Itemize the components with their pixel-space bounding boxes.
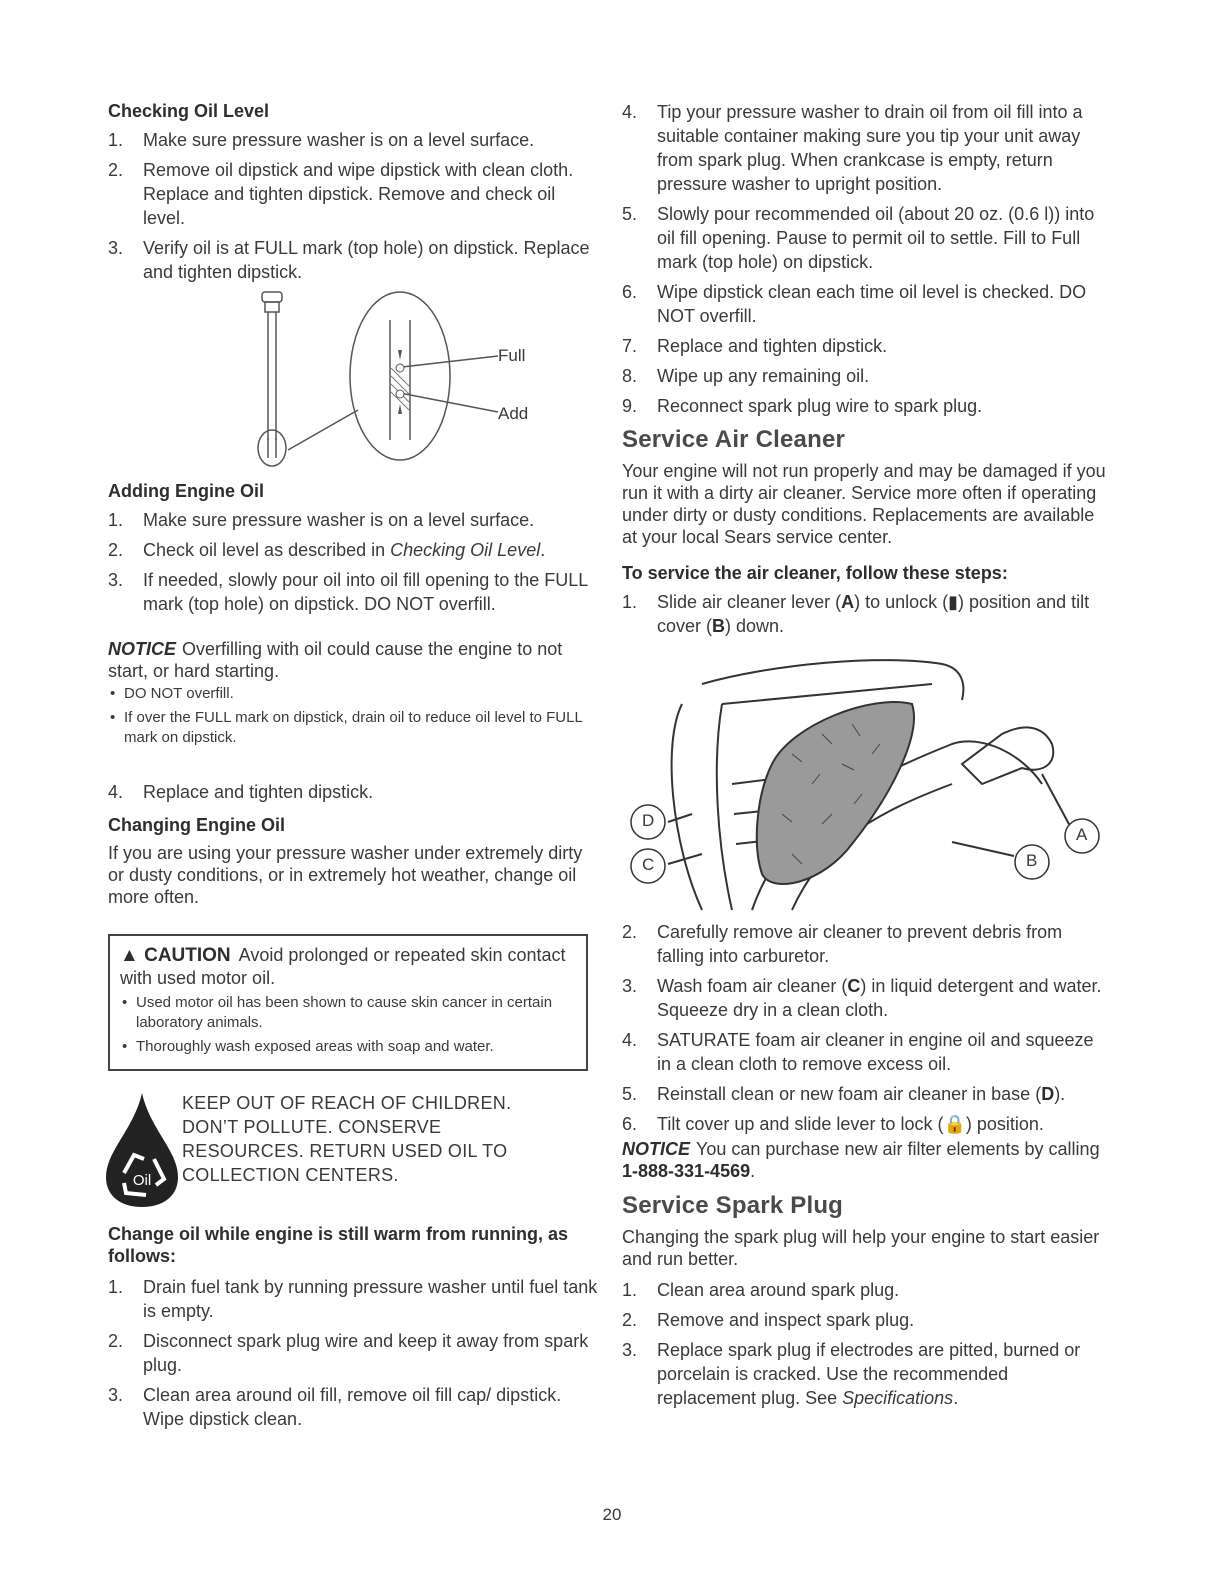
- list-item: 2. Disconnect spark plug wire and keep it away from spark plug.: [108, 1331, 589, 1375]
- changing-oil-heading: Changing Engine Oil: [108, 815, 285, 835]
- checking-oil-steps: [108, 128, 598, 284]
- callout-d: D: [642, 811, 655, 830]
- spark-plug-intro: Changing the spark plug will help your engine to start easier and run better.: [622, 1227, 1100, 1269]
- list-item: 2. Check oil level as described in Checking Oil Level.: [108, 540, 546, 560]
- list-item: • DO NOT overfill.: [108, 684, 598, 704]
- notice-bullets: [108, 684, 598, 748]
- list-item: 1. Clean area around spark plug.: [622, 1280, 900, 1300]
- list-item: 4. Tip your pressure washer to drain oil from oil fill into a suitable container making sure you tip your unit away from spark plug. When crankcase is empty, return pressure washer to upright position.: [622, 102, 1083, 194]
- list-item: 3. If needed, slowly pour oil into oil fill opening to the FULL mark (top hole) on dipstick. DO NOT overfill.: [108, 570, 588, 614]
- list-item: 3. Clean area around oil fill, remove oil fill cap/ dipstick. Wipe dipstick clean.: [108, 1385, 562, 1429]
- changing-oil-text: If you are using your pressure washer under extremely dirty or dusty conditions, or in extremely hot weather, change oil more often.: [108, 843, 583, 907]
- oil-recycle-icon: [102, 1089, 182, 1209]
- callout-c: C: [642, 855, 655, 874]
- air-cleaner-intro: Your engine will not run properly and may be damaged if you run it with a dirty air cleaner. Service more often if operating under dirty or dusty conditions. Replacements are available at your local Sears service center.: [622, 461, 1106, 547]
- dipstick-illustration: [108, 290, 598, 470]
- service-air-cleaner-heading: Service Air Cleaner: [622, 426, 846, 453]
- list-item: 6. Wipe dipstick clean each time oil level is checked. DO NOT overfill.: [622, 282, 1087, 326]
- list-item: 6. Tilt cover up and slide lever to lock (🔒) position.: [622, 1114, 1044, 1134]
- list-item: • Thoroughly wash exposed areas with soap and water.: [120, 1037, 576, 1057]
- list-item: 1. Slide air cleaner lever (A) to unlock (▮) position and tilt cover (B) down.: [622, 592, 1090, 636]
- list-item: 1. Make sure pressure washer is on a level surface.: [108, 130, 535, 150]
- full-label: Full: [498, 346, 526, 365]
- adding-oil-steps: [108, 508, 598, 616]
- callout-a: A: [1076, 825, 1088, 844]
- list-item: 8. Wipe up any remaining oil.: [622, 366, 870, 386]
- list-item: 1. Make sure pressure washer is on a level surface.: [108, 510, 535, 530]
- adding-oil-heading: Adding Engine Oil: [108, 481, 264, 501]
- notice-label: NOTICE: [622, 1139, 691, 1159]
- recycle-notice: [108, 1089, 598, 1209]
- spark-plug-steps: [622, 1278, 1112, 1410]
- caution-bullets: [120, 993, 576, 1057]
- warning-triangle-icon: ▲: [120, 945, 139, 966]
- list-item: 3. Wash foam air cleaner (C) in liquid detergent and water. Squeeze dry in a clean cloth.: [622, 976, 1102, 1020]
- list-item: 1. Drain fuel tank by running pressure washer until fuel tank is empty.: [108, 1277, 598, 1321]
- air-filter-notice: NOTICE You can purchase new air filter elements by calling 1-888-331-4569.: [622, 1139, 1100, 1181]
- air-cleaner-steps: [622, 920, 1112, 1136]
- notice-block: NOTICE Overfilling with oil could cause the engine to not start, or hard starting. • DO NOT overfill. • If over the FULL mark on dipstick, drain oil to reduce oil level to FULL mark on dipstick.: [108, 638, 598, 748]
- right-column: [622, 100, 1112, 1416]
- page-number: 20: [602, 1505, 622, 1524]
- air-cleaner-subheading: To service the air cleaner, follow these steps:: [622, 563, 1008, 583]
- add-label: Add: [498, 404, 529, 423]
- change-warm-heading: Change oil while engine is still warm from running, as follows:: [108, 1224, 569, 1266]
- list-item: • Used motor oil has been shown to cause skin cancer in certain laboratory animals.: [120, 993, 576, 1033]
- service-spark-plug-heading: Service Spark Plug: [622, 1192, 844, 1219]
- list-item: 3. Verify oil is at FULL mark (top hole) on dipstick. Replace and tighten dipstick.: [108, 238, 590, 282]
- list-item: 5. Slowly pour recommended oil (about 20 oz. (0.6 l)) into oil fill opening. Pause to permit oil to settle. Fill to Full mark (top hole) on dipstick.: [622, 204, 1095, 272]
- phone-number: 1-888-331-4569: [622, 1161, 751, 1181]
- dipstick-figure: [108, 290, 598, 470]
- list-item: • If over the FULL mark on dipstick, drain oil to reduce oil level to FULL mark on dipstick.: [108, 708, 598, 748]
- recycle-line: DON’T POLLUTE. CONSERVE: [182, 1117, 442, 1137]
- caution-box: ▲ CAUTION Avoid prolonged or repeated skin contact with used motor oil. • Used motor oil has been shown to cause skin cancer in certain laboratory animals. • Thoroughly wash exposed areas with soap and water.: [108, 934, 588, 1071]
- list-item: 2. Remove oil dipstick and wipe dipstick with clean cloth. Replace and tighten dipstick. Remove and check oil level.: [108, 160, 574, 228]
- lock-icon: 🔒: [943, 1114, 966, 1134]
- list-item: 5. Reinstall clean or new foam air cleaner in base (D).: [622, 1084, 1066, 1104]
- caution-label: CAUTION: [144, 945, 231, 966]
- list-item: 2. Carefully remove air cleaner to prevent debris from falling into carburetor.: [622, 922, 1063, 966]
- air-cleaner-step1: [622, 590, 1112, 638]
- change-warm-steps: [108, 1275, 598, 1431]
- air-cleaner-illustration: [622, 644, 1112, 912]
- recycle-line: RESOURCES. RETURN USED OIL TO: [182, 1141, 508, 1161]
- list-item: 4. SATURATE foam air cleaner in engine oil and squeeze in a clean cloth to remove excess oil.: [622, 1030, 1094, 1074]
- list-item: 2. Remove and inspect spark plug.: [622, 1310, 915, 1330]
- callout-b: B: [1026, 851, 1038, 870]
- recycle-line: KEEP OUT OF REACH OF CHILDREN.: [182, 1093, 512, 1113]
- checking-oil-heading: Checking Oil Level: [108, 101, 270, 121]
- list-item: 7. Replace and tighten dipstick.: [622, 336, 888, 356]
- unlock-icon: ▮: [948, 592, 959, 612]
- replace-dipstick-step: [108, 780, 598, 804]
- air-cleaner-figure: [622, 644, 1112, 912]
- recycle-line: COLLECTION CENTERS.: [182, 1165, 399, 1185]
- oil-icon-text: Oil: [132, 1172, 152, 1189]
- notice-label: NOTICE: [108, 639, 177, 659]
- oil-change-steps-continued: [622, 100, 1112, 418]
- list-item: 9. Reconnect spark plug wire to spark plug.: [622, 396, 983, 416]
- list-item: 3. Replace spark plug if electrodes are pitted, burned or porcelain is cracked. Use the recommended replacement plug. See Specifications.: [622, 1340, 1081, 1408]
- left-column: [108, 100, 598, 1437]
- list-item: 4. Replace and tighten dipstick.: [108, 782, 374, 802]
